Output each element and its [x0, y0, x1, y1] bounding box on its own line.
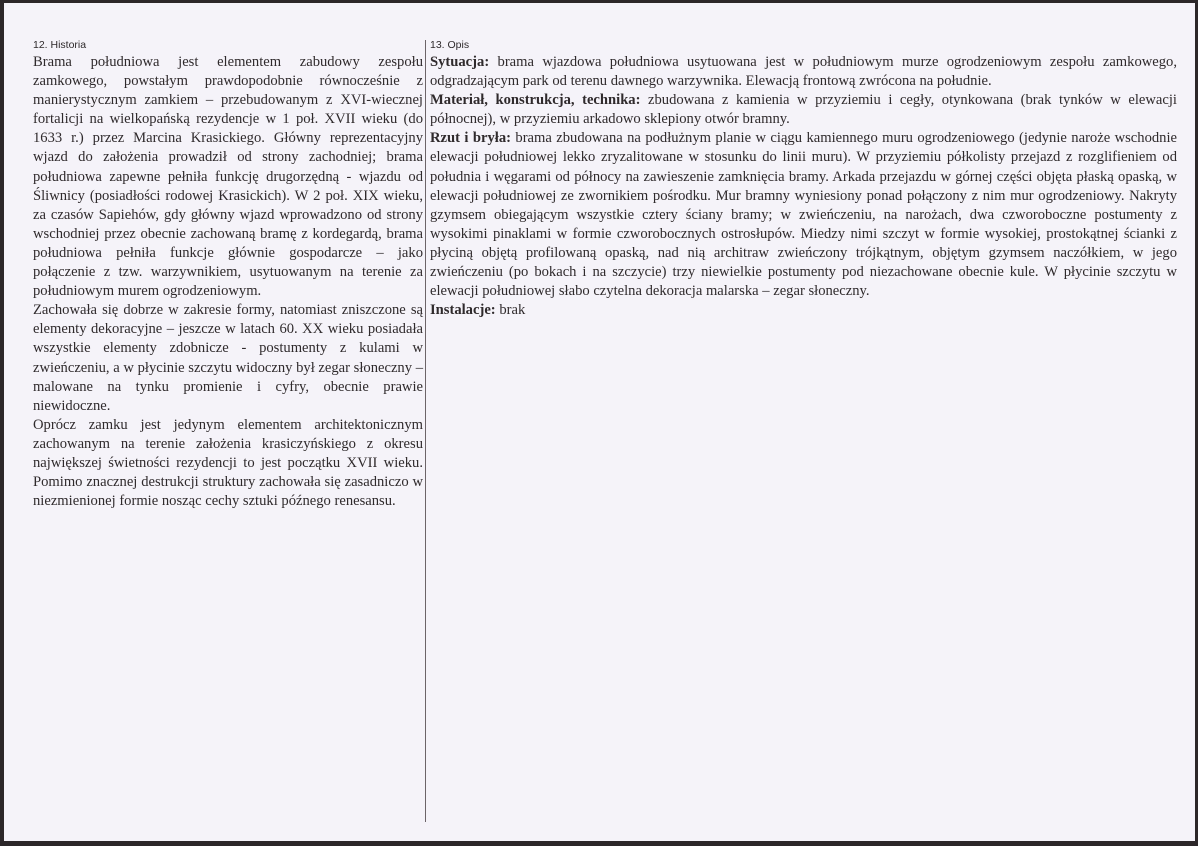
- entry-text: brama zbudowana na podłużnym planie w ciągu kamiennego muru ogrodzeniowego (jedynie naroże wschodnie elewacji południowej lekko zryzalitowane w stosunku do linii muru). W przyziemiu półkolisty przejazd z rozglifieniem od południa i węgarami od północy na zawieszenie zamknięcia bramy. Arkada przejazdu w górnej części objęta płaską opaską, w elewacji południowej ze zwornikiem pośrodku. Mur bramny wyniesiony ponad połączony z nim mur ogrodzeniowy. Nakryty gzymsem obiegającym wszystkie cztery ściany bramy; w zwieńczeniu, na narożach, dwa czworoboczne postumenty z wysokimi pinaklami w formie czworobocznych ostrosłupów. Miedzy nimi szczyt w formie wysokiej, prostokątnej ścianki z płyciną objętą profilowaną opaską, nad nią architraw zwieńczony trójkątnym, objętym gzymsem naczółkiem, w jego zwieńczeniu (po bokach i na szczycie) trzy niewielkie postumenty pod niezachowane obecnie kule. W płycinie szczytu w elewacji południowej słabo czytelna dekoracja malarska – zegar słoneczny.: [430, 130, 1178, 300]
- history-paragraph: Zachowała się dobrze w zakresie formy, natomiast zniszczone są elementy dekoracyjne – jeszcze w latach 60. XX wieku posiadała wszystkie elementy zdobnicze - postumenty z kulami w zwieńczeniu, a w płycinie szczytu widoczny był zegar słoneczny – malowane na tynku promienie i cyfry, obecnie prawie niewidoczne.: [33, 302, 423, 414]
- entry-text: brak: [495, 302, 526, 319]
- section-label-history: 12. Historia: [33, 39, 87, 51]
- entry-text: brama wjazdowa południowa usytuowana jest w południowym murze ogrodzeniowym zespołu zamkowego, odgradzającym park od terenu dawnego warzywnika. Elewacją frontową zwrócona na południe.: [430, 54, 1177, 90]
- description-entry-installations: [430, 301, 1177, 320]
- description-entry-situation: [430, 53, 1177, 91]
- history-column: [33, 39, 423, 511]
- entry-heading: Instalacje:: [430, 302, 496, 319]
- entry-heading: Sytuacja:: [430, 54, 490, 70]
- history-paragraph: Oprócz zamku jest jedynym elementem architektonicznym zachowanym na terenie założenia krasiczyńskiego z okresu największej świetności rezydencji to jest początku XVII wieku. Pomimo znacznej destrukcji struktury zachowała się zasadniczo w niezmienionej formie nosząc cechy sztuki późnego renesansu.: [33, 416, 423, 510]
- history-paragraph: Brama południowa jest elementem zabudowy zespołu zamkowego, powstałym prawdopodobnie równocześnie z manierystycznym zamkiem – przebudowanym z XVI-wiecznej fortalicji na wielkopańską rezydencje w 1 poł. XVII wieku (do 1633 r.) przez Marcina Krasickiego. Główny reprezentacyjny wjazd do założenia prowadził od strony zachodniej; brama południowa zapewne pełniła funkcję drugorzędną - wjazdu od Śliwnicy (posiadłości rodowej Krasickich). W 2 poł. XIX wieku, za czasów Sapiehów, gdy główny wjazd wprowadzono od strony wschodniej przez obecnie zachowaną bramę z kordegardą, brama południowa pełniła funkcje głównie gospodarcze – jako połączenie z tzw. warzywnikiem, usytuowanym na terenie za południowym murem ogrodzeniowym.: [33, 54, 423, 300]
- column-divider: [425, 40, 426, 822]
- description-entry-material: [430, 91, 1177, 129]
- description-entry-plan: [430, 129, 1177, 301]
- section-label-description: 13. Opis: [430, 39, 470, 51]
- entry-heading: Materiał, konstrukcja, technika:: [430, 92, 641, 109]
- scanned-page: [4, 3, 1195, 841]
- description-column: [430, 39, 1177, 320]
- entry-heading: Rzut i bryła:: [430, 130, 511, 147]
- entry-text: zbudowana z kamienia w przyziemiu i cegły, otynkowana (brak tynków w elewacji północnej), w przyziemiu arkadowo sklepiony otwór bramny.: [430, 92, 1177, 128]
